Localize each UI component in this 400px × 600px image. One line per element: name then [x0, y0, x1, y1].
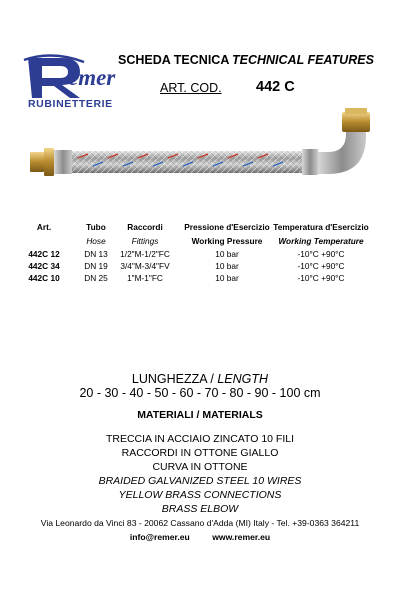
contact-line	[0, 532, 400, 542]
article-code: 442 C	[256, 79, 295, 95]
email-link[interactable]: info@remer.eu	[129, 532, 190, 542]
table-cell: 10 bar	[215, 261, 239, 271]
table-cell: DN 13	[84, 249, 108, 259]
column-subheader-pressure: Working Pressure	[191, 236, 263, 246]
column-subheader-hose: Hose	[86, 236, 106, 246]
material-line-english: BRASS ELBOW	[161, 503, 239, 515]
materials-heading: MATERIALI / MATERIALS	[137, 409, 263, 421]
table-cell: 442C 10	[28, 273, 60, 283]
table-cell: 10 bar	[215, 249, 239, 259]
table-cell: 1"M-1"FC	[127, 273, 163, 283]
brand-subtitle: RUBINETTERIE	[28, 98, 113, 110]
column-header-hose: Tubo	[86, 222, 106, 232]
column-subheader-fittings: Fittings	[131, 236, 159, 246]
braided-hose-image	[28, 108, 378, 208]
table-cell: -10°C +90°C	[297, 249, 345, 259]
table-cell: 442C 12	[28, 249, 60, 259]
length-heading	[0, 372, 400, 386]
table-cell: -10°C +90°C	[297, 261, 345, 271]
title-english: TECHNICAL FEATURES	[232, 53, 374, 67]
column-subheader-temperature: Working Temperature	[278, 236, 364, 246]
svg-text:emer: emer	[68, 65, 116, 90]
table-cell: 3/4"M-3/4"FV	[120, 261, 170, 271]
article-code-label: ART. COD.	[160, 81, 222, 95]
material-line-english: YELLOW BRASS CONNECTIONS	[118, 489, 282, 501]
column-header-temperature: Temperatura d'Esercizio	[273, 222, 369, 232]
length-label-italian: LUNGHEZZA /	[131, 372, 218, 386]
material-line-italian: RACCORDI IN OTTONE GIALLO	[121, 447, 279, 459]
column-header-fittings: Raccordi	[127, 222, 163, 232]
column-header-pressure: Pressione d'Esercizio	[184, 222, 270, 232]
length-label-english: LENGTH	[217, 372, 269, 386]
material-line-english: BRAIDED GALVANIZED STEEL 10 WIRES	[98, 475, 302, 487]
material-line-italian: TRECCIA IN ACCIAIO ZINCATO 10 FILI	[105, 433, 295, 445]
table-cell: 442C 34	[28, 261, 60, 271]
website-link[interactable]: www.remer.eu	[212, 532, 271, 542]
table-cell: DN 19	[84, 261, 108, 271]
table-cell: DN 25	[84, 273, 108, 283]
company-address: Via Leonardo da Vinci 83 - 20062 Cassano d'Adda (MI) Italy - Tel. +39-0363 364211	[40, 518, 360, 528]
table-cell: 10 bar	[215, 273, 239, 283]
table-cell: -10°C +90°C	[297, 273, 345, 283]
length-values: 20 - 30 - 40 - 50 - 60 - 70 - 80 - 90 - 100 cm	[79, 386, 321, 400]
column-header-article: Art.	[36, 222, 52, 232]
title-italian: SCHEDA TECNICA	[118, 53, 230, 67]
material-line-italian: CURVA IN OTTONE	[152, 461, 248, 473]
table-cell: 1/2"M-1/2"FC	[120, 249, 170, 259]
